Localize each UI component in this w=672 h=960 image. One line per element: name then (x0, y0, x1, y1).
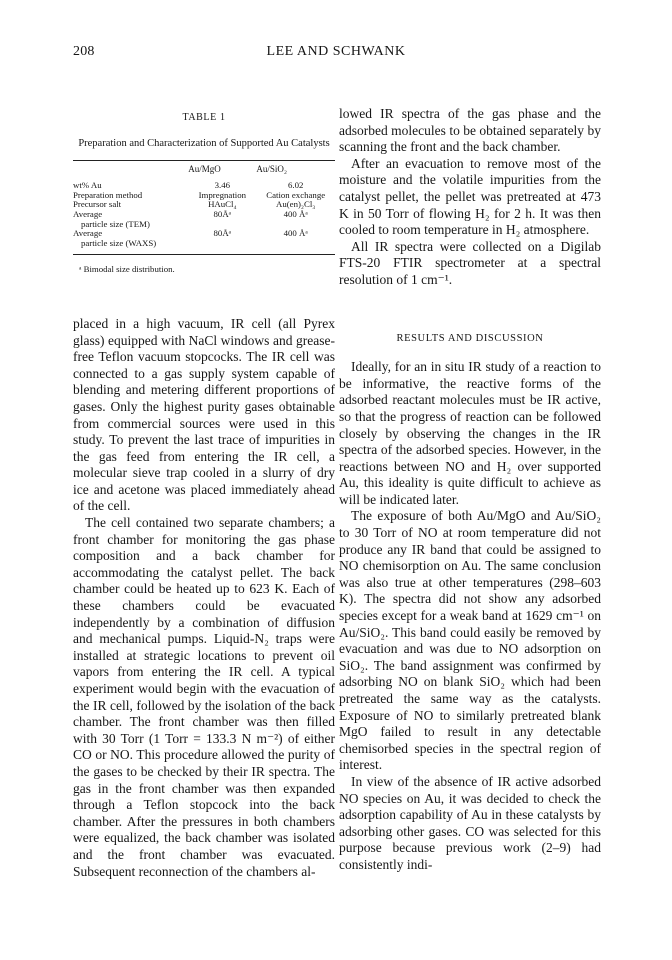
table-footnote: ᵃ Bimodal size distribution. (79, 264, 175, 275)
row-label-cell (73, 174, 188, 191)
paragraph: After an evacuation to remove most of the moisture and the volatile impurities from the catalyst pellet, the pellet was pretreated at 473 K in 50 Torr of flowing H₂ for 2 h. It was then cooled to room temperature in H₂ atmosphere. (339, 155, 601, 238)
page-number: 208 (73, 44, 95, 59)
table-header-col: Au/MgO (188, 163, 221, 174)
table-row (73, 229, 335, 248)
table-1 (73, 110, 335, 278)
paragraph: The cell contained two separate chambers; a front chamber for monitoring the gas phase composition and a back chamber for accommodating the catalyst pellet. The back chamber could be heated up to 623 K. Each of these chambers could be evacuated independently by a combination of diffusion and mechanical pumps. Liquid-N₂ traps were installed at strategic locations to prevent oil vapors from entering the IR cell. A typical experiment would begin with the evacuation of the IR cell, followed by the isolation of the back chamber. The front chamber was then filled with 30 Torr (1 Torr = 133.3 N m⁻²) of either CO or NO. This procedure allowed the purity of the gases to be checked by their IR spectra. The gas in the front chamber was then expanded through a Teflon stopcock into the back chamber. After the pressures in both chambers were equalized, the back chamber was isolated and the front chamber was evacuated. Subsequent reconnection of the chambers al- (73, 515, 335, 879)
table-header-row (73, 161, 335, 175)
table-label: TABLE 1 (182, 112, 226, 123)
row-label: Preparation method (73, 189, 143, 200)
table-cell: Cation exchange (266, 189, 326, 200)
left-column (73, 108, 335, 880)
paragraph: Ideally, for an in situ IR study of a reaction to be informative, the reactive forms of the adsorbed reactant molecules must be IR active, so that the progress of reaction can be followed closely by observing the changes in the IR spectra of the adsorbed species. However, in the reactions between NO and H₂ over supported Au, this ideality is quite difficult to achieve as will be indicated later. (339, 359, 601, 507)
paragraph: The exposure of both Au/MgO and Au/SiO₂ to 30 Torr of NO at room temperature did not produce any IR band that could be assigned to NO chemisorption on Au. The same conclusion was also true at other temperatures (298–603 K). The spectra did not show any adsorbed species except for a weak band at 1629 cm⁻¹ on Au/SiO₂. This band could easily be removed by evacuation and was due to NO adsorption on SiO₂. The band assignment was confirmed by adsorbing NO on blank SiO₂ which had been pretreated the same way as the catalysts. Exposure of NO to similarly pretreated blank MgO failed to result in any detectable chemisorbed species in the spectral region of interest. (339, 508, 601, 773)
table-cell: HAuCl₄ (208, 199, 237, 210)
right-column (339, 106, 601, 874)
row-label-cell (73, 229, 188, 248)
table-row (73, 210, 335, 229)
table-header-blank (73, 161, 188, 175)
catalyst-table (73, 161, 335, 249)
paragraph: placed in a high vacuum, IR cell (all Pyrex glass) equipped with NaCl windows and grease-free Teflon vacuum stopcocks. The IR cell was connected to a gas supply system capable of blending and metering different proportions of gases. Only the highest purity gases obtainable from commercial sources were used in this study. To prevent the last trace of impurities in the gas feed from entering the IR cell, a molecular sieve trap cooled in a slurry of dry ice and acetone was placed immediately ahead of the cell. (73, 315, 335, 514)
paragraph: lowed IR spectra of the gas phase and the adsorbed molecules to be obtained separately by scanning the front and the back chamber. (339, 106, 601, 155)
table-cell: 80Åᵃ (213, 228, 232, 239)
table-row (73, 174, 335, 191)
section-heading: RESULTS AND DISCUSSION (396, 332, 544, 344)
row-sublabel: particle size (WAXS) (81, 237, 157, 248)
table-cell: 80Åᵃ (213, 208, 232, 219)
paragraph: In view of the absence of IR active adsorbed NO species on Au, it was decided to check the adsorption capability of Au in these catalysts by adsorbing other gases. CO was selected for this purpose because previous work (2–9) had consistently indi- (339, 773, 601, 872)
table-cell: Au(en)₂Cl₃ (276, 199, 316, 210)
row-sublabel: particle size (TEM) (81, 218, 150, 229)
running-head: LEE AND SCHWANK (266, 44, 406, 59)
row-label-cell (73, 210, 188, 229)
table-cell: 400 Åᵃ (283, 208, 308, 219)
row-label: Average (73, 208, 103, 219)
table-bottom-rule (73, 254, 335, 255)
table-cell: 6.02 (287, 180, 304, 191)
row-label: Precursor salt (73, 199, 122, 210)
row-label: Average (73, 228, 103, 239)
table-cell: 400 Åᵃ (283, 228, 308, 239)
table-cell: Impregnation (198, 189, 247, 200)
paragraph: All IR spectra were collected on a Digilab FTS-20 FTIR spectrometer at a spectral resolution of 1 cm⁻¹. (339, 238, 601, 287)
table-header-col: Au/SiO₂ (256, 163, 288, 174)
table-cell: 3.46 (214, 180, 231, 191)
table-caption: Preparation and Characterization of Supported Au Catalysts (78, 137, 330, 149)
row-label: wt% Au (73, 180, 102, 191)
